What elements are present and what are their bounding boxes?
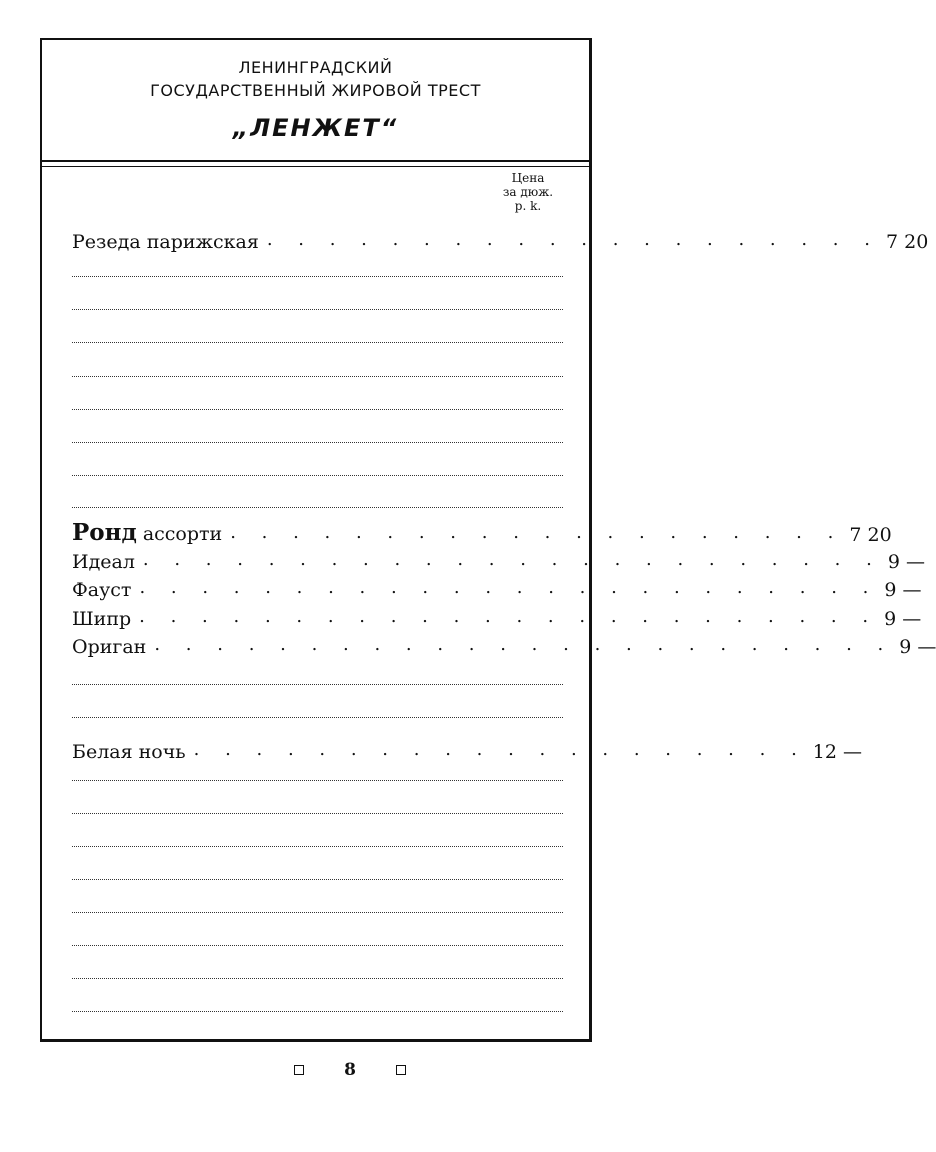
item-name: Идеал [72,551,135,573]
header-line-2: ГОСУДАРСТВЕННЫЙ ЖИРОВОЙ ТРЕСТ [150,81,481,100]
list-item [72,628,936,658]
item-price: 9 — [887,551,925,573]
header [42,40,589,160]
blank-entry-line [72,912,563,913]
blank-entry-line [72,813,563,814]
square-ornament-icon [294,1065,304,1075]
blank-entry-line [72,309,563,310]
item-name: Фауст [72,579,132,601]
item-price: 7 20 [885,231,929,253]
item-name: Резеда парижская [72,231,259,253]
item-price: 12 — [812,741,863,763]
blank-entry-line [72,1011,563,1012]
page-footer [0,1060,700,1080]
list-item [72,543,925,573]
dot-leader: . . . . . . . . . . . . . . . . . . . . [266,229,880,250]
blank-entry-line [72,879,563,880]
list-item [72,571,922,601]
blank-entry-line [72,409,563,410]
blank-entry-line [72,846,563,847]
blank-entry-line [72,717,563,718]
item-name: Ориган [72,636,147,658]
dot-leader: . . . . . . . . . . . . . . . . . . . . . . . . [142,549,882,570]
square-ornament-icon [396,1065,406,1075]
dot-leader: . . . . . . . . . . . . . . . . . . . . . . . . [139,577,879,598]
price-header-line-2: за дюж. [502,185,554,199]
blank-entry-line [72,276,563,277]
page-number: 8 [344,1060,356,1080]
item-price: 9 — [884,579,922,601]
blank-entry-line [72,780,563,781]
blank-entry-line [72,945,563,946]
dot-leader: . . . . . . . . . . . . . . . . . . . . . . . . [139,606,879,627]
header-line-1: ЛЕНИНГРАДСКИЙ [238,58,393,77]
item-price: 9 — [899,636,936,658]
blank-entry-line [72,342,563,343]
item-price: 7 20 [849,524,892,546]
blank-entry-line [72,507,563,508]
blank-entry-line [72,442,563,443]
brand-title: „ЛЕНЖЕТ“ [232,114,399,142]
dot-leader: . . . . . . . . . . . . . . . . . . . . . . . . [154,634,894,655]
list-item [72,516,892,546]
blank-entry-line [72,684,563,685]
list-item [72,223,929,253]
blank-entry-line [72,978,563,979]
price-header-line-3: р. k. [514,199,542,213]
dot-leader: . . . . . . . . . . . . . . . . . . . . [230,522,844,543]
item-name: Белая ночь [72,741,186,763]
dot-leader: . . . . . . . . . . . . . . . . . . . . [193,739,807,760]
header-divider [42,160,589,167]
price-list-frame [40,38,936,1042]
item-name-rest: ассорти [142,523,223,545]
list-item [72,733,863,763]
list-item [72,600,922,630]
item-name: Шипр [72,608,132,630]
blank-entry-line [72,376,563,377]
item-name-bold: Ронд [72,519,137,546]
item-name [72,519,230,546]
blank-entry-line [72,475,563,476]
price-column-header [493,171,563,213]
price-header-line-1: Цена [511,171,545,185]
item-price: 9 — [884,608,922,630]
